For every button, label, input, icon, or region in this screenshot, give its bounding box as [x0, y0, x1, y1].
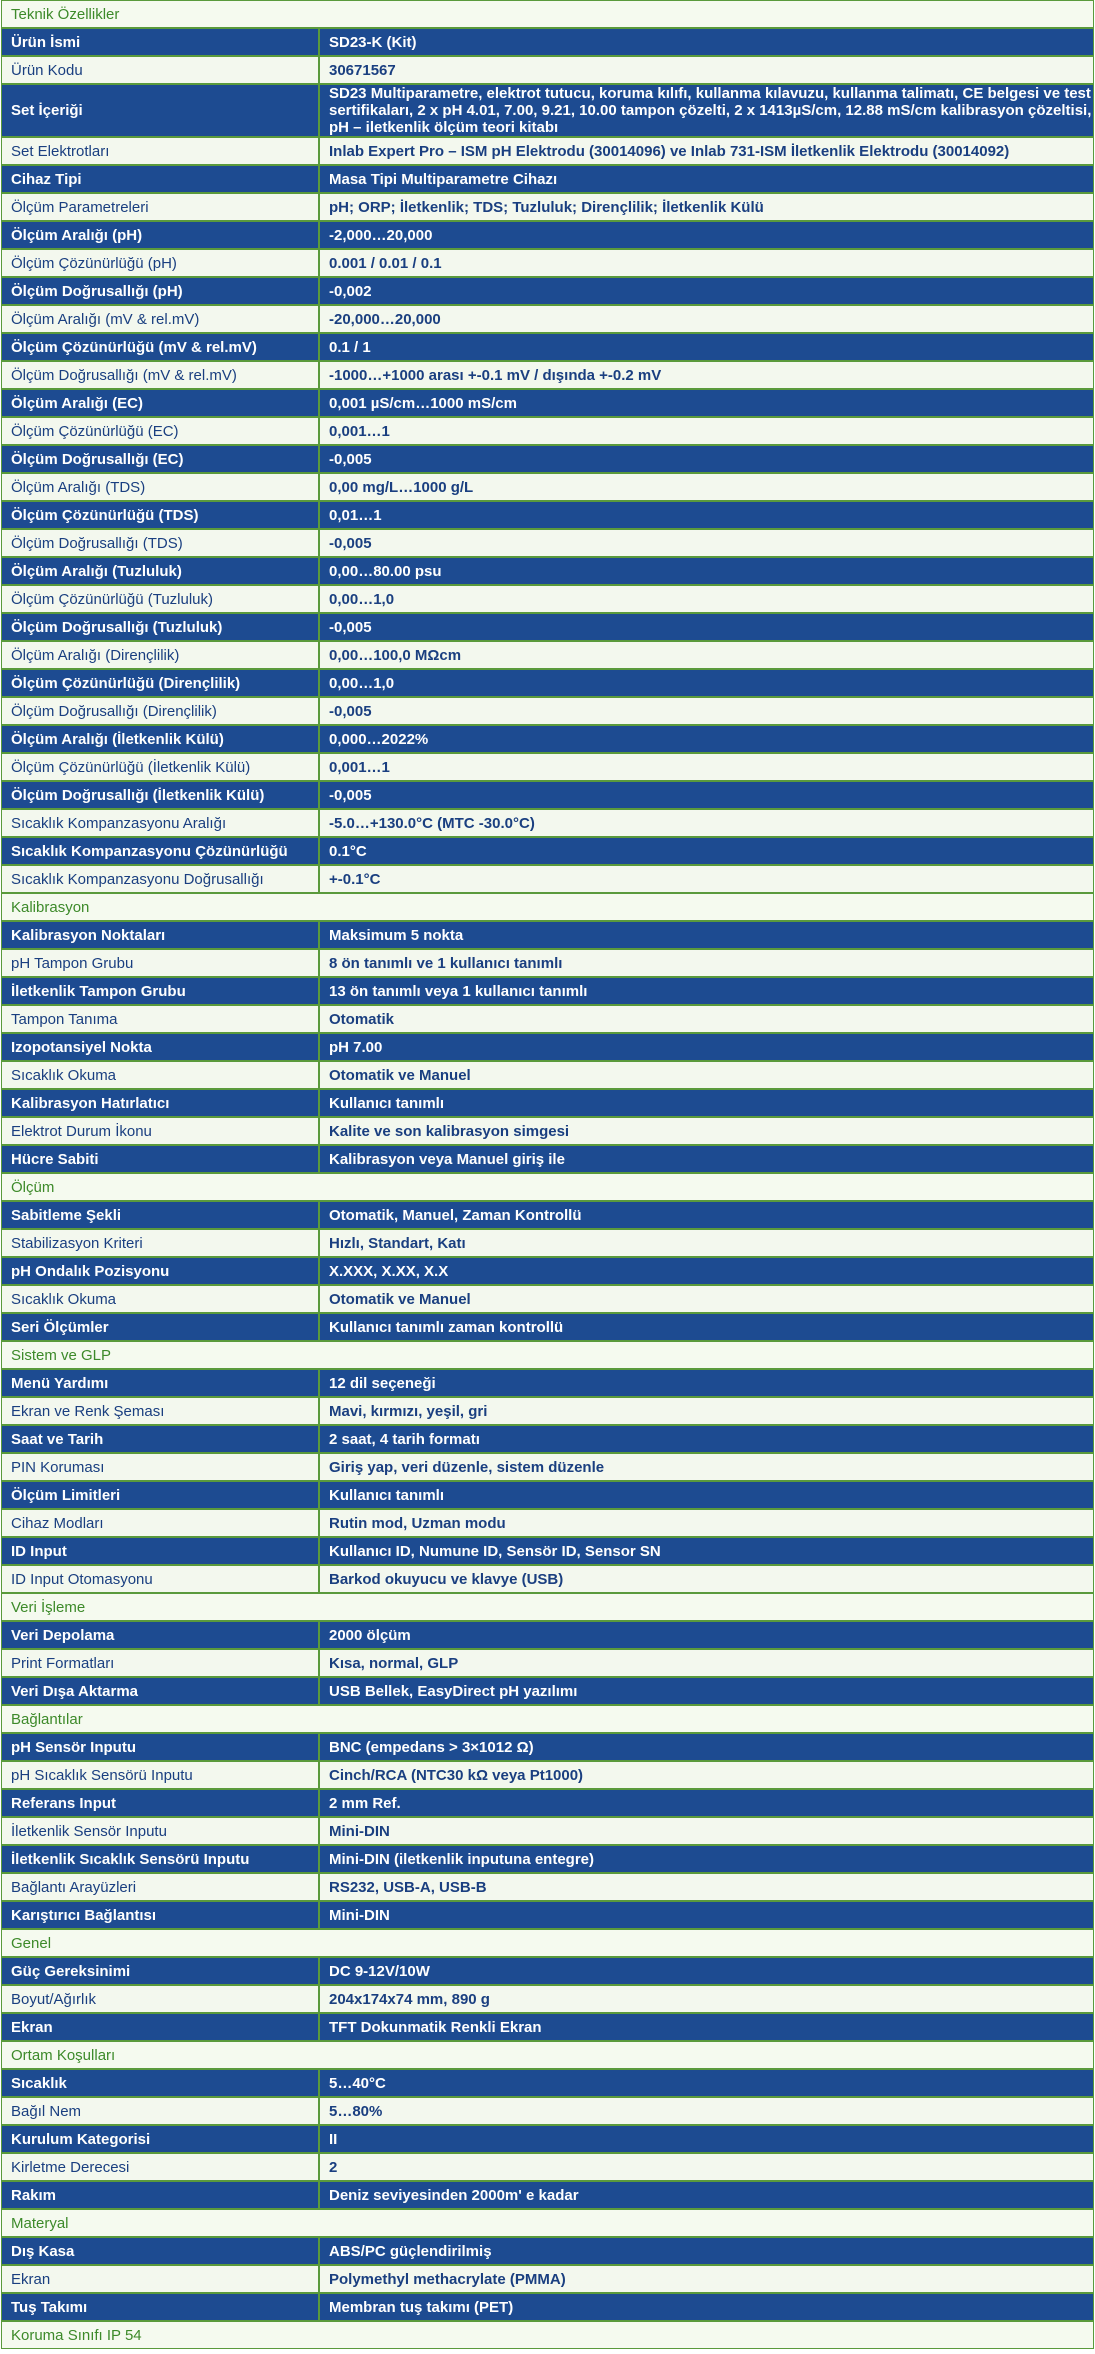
spec-value: Mini-DIN: [319, 1817, 1094, 1845]
table-row: [1, 1313, 1094, 1341]
section-title: Kalibrasyon: [1, 893, 1094, 921]
spec-value: SD23-K (Kit): [319, 28, 1094, 56]
spec-label: Tampon Tanıma: [1, 1005, 319, 1033]
spec-label: Ekran: [1, 2013, 319, 2041]
spec-value: Masa Tipi Multiparametre Cihazı: [319, 165, 1094, 193]
table-row: [1, 1005, 1094, 1033]
spec-label: Ölçüm Doğrusallığı (mV & rel.mV): [1, 361, 319, 389]
table-row: [1, 949, 1094, 977]
section-header: [1, 1705, 1094, 1733]
spec-value: Barkod okuyucu ve klavye (USB): [319, 1565, 1094, 1593]
spec-label: Set İçeriği: [1, 84, 319, 137]
spec-label: ID Input Otomasyonu: [1, 1565, 319, 1593]
table-row: [1, 84, 1094, 137]
table-row: [1, 1425, 1094, 1453]
spec-value: 0,00…100,0 MΩcm: [319, 641, 1094, 669]
spec-value: 5…80%: [319, 2097, 1094, 2125]
spec-value: Otomatik ve Manuel: [319, 1285, 1094, 1313]
table-row: [1, 2293, 1094, 2321]
table-row: [1, 1201, 1094, 1229]
table-row: [1, 865, 1094, 893]
spec-value: 0,00 mg/L…1000 g/L: [319, 473, 1094, 501]
table-row: [1, 1033, 1094, 1061]
spec-value: II: [319, 2125, 1094, 2153]
spec-label: Ekran ve Renk Şeması: [1, 1397, 319, 1425]
spec-value: 5…40°C: [319, 2069, 1094, 2097]
spec-value: 13 ön tanımlı veya 1 kullanıcı tanımlı: [319, 977, 1094, 1005]
table-row: [1, 1117, 1094, 1145]
table-row: [1, 1677, 1094, 1705]
spec-label: Cihaz Tipi: [1, 165, 319, 193]
spec-value: 30671567: [319, 56, 1094, 84]
spec-label: Veri Dışa Aktarma: [1, 1677, 319, 1705]
section-title: Bağlantılar: [1, 1705, 1094, 1733]
table-row: [1, 56, 1094, 84]
spec-value: Kısa, normal, GLP: [319, 1649, 1094, 1677]
spec-value: 2 saat, 4 tarih formatı: [319, 1425, 1094, 1453]
spec-value: -2,000…20,000: [319, 221, 1094, 249]
table-row: [1, 1565, 1094, 1593]
table-row: [1, 1817, 1094, 1845]
spec-label: Ölçüm Aralığı (EC): [1, 389, 319, 417]
table-row: [1, 1761, 1094, 1789]
spec-value: Mini-DIN: [319, 1901, 1094, 1929]
spec-label: Karıştırıcı Bağlantısı: [1, 1901, 319, 1929]
spec-value: Giriş yap, veri düzenle, sistem düzenle: [319, 1453, 1094, 1481]
spec-value: -0,005: [319, 697, 1094, 725]
table-row: [1, 1257, 1094, 1285]
spec-label: Izopotansiyel Nokta: [1, 1033, 319, 1061]
section-header: [1, 1341, 1094, 1369]
spec-label: Sıcaklık Okuma: [1, 1061, 319, 1089]
spec-value: Cinch/RCA (NTC30 kΩ veya Pt1000): [319, 1761, 1094, 1789]
table-row: [1, 333, 1094, 361]
spec-label: Saat ve Tarih: [1, 1425, 319, 1453]
spec-value: Membran tuş takımı (PET): [319, 2293, 1094, 2321]
spec-label: Ölçüm Doğrusallığı (pH): [1, 277, 319, 305]
spec-label: Referans Input: [1, 1789, 319, 1817]
spec-value: pH 7.00: [319, 1033, 1094, 1061]
table-row: [1, 1845, 1094, 1873]
spec-label: Veri Depolama: [1, 1621, 319, 1649]
spec-label: Ölçüm Doğrusallığı (TDS): [1, 529, 319, 557]
section-title: Ölçüm: [1, 1173, 1094, 1201]
spec-label: Boyut/Ağırlık: [1, 1985, 319, 2013]
spec-value: Kalite ve son kalibrasyon simgesi: [319, 1117, 1094, 1145]
table-row: [1, 529, 1094, 557]
section-header: [1, 2321, 1094, 2349]
table-row: [1, 2153, 1094, 2181]
spec-value: -0,005: [319, 613, 1094, 641]
spec-value: Deniz seviyesinden 2000m' e kadar: [319, 2181, 1094, 2209]
table-row: [1, 641, 1094, 669]
table-row: [1, 921, 1094, 949]
spec-label: Print Formatları: [1, 1649, 319, 1677]
table-row: [1, 1509, 1094, 1537]
section-header: [1, 2209, 1094, 2237]
table-row: [1, 165, 1094, 193]
table-row: [1, 697, 1094, 725]
spec-value: TFT Dokunmatik Renkli Ekran: [319, 2013, 1094, 2041]
spec-value: -0,005: [319, 529, 1094, 557]
spec-label: Kirletme Derecesi: [1, 2153, 319, 2181]
table-row: [1, 277, 1094, 305]
spec-label: Ürün İsmi: [1, 28, 319, 56]
spec-label: Ölçüm Doğrusallığı (Tuzluluk): [1, 613, 319, 641]
spec-label: pH Sıcaklık Sensörü Inputu: [1, 1761, 319, 1789]
spec-value: Otomatik ve Manuel: [319, 1061, 1094, 1089]
spec-label: Ölçüm Çözünürlüğü (EC): [1, 417, 319, 445]
spec-label: Ölçüm Doğrusallığı (EC): [1, 445, 319, 473]
table-row: [1, 361, 1094, 389]
spec-label: pH Tampon Grubu: [1, 949, 319, 977]
table-row: [1, 1369, 1094, 1397]
spec-value: DC 9-12V/10W: [319, 1957, 1094, 1985]
spec-label: Sıcaklık: [1, 2069, 319, 2097]
spec-label: Ölçüm Doğrusallığı (İletkenlik Külü): [1, 781, 319, 809]
spec-value: 0,00…80.00 psu: [319, 557, 1094, 585]
table-row: [1, 501, 1094, 529]
spec-label: Sıcaklık Kompanzasyonu Çözünürlüğü: [1, 837, 319, 865]
table-row: [1, 1285, 1094, 1313]
spec-label: Ürün Kodu: [1, 56, 319, 84]
spec-value: Polymethyl methacrylate (PMMA): [319, 2265, 1094, 2293]
spec-value: Kullanıcı tanımlı zaman kontrollü: [319, 1313, 1094, 1341]
spec-value: 0,00…1,0: [319, 669, 1094, 697]
table-row: [1, 417, 1094, 445]
section-header: [1, 0, 1094, 28]
spec-value: 12 dil seçeneği: [319, 1369, 1094, 1397]
spec-label: Ölçüm Çözünürlüğü (İletkenlik Külü): [1, 753, 319, 781]
table-row: [1, 1397, 1094, 1425]
spec-label: Ölçüm Çözünürlüğü (pH): [1, 249, 319, 277]
table-row: [1, 1733, 1094, 1761]
table-row: [1, 1649, 1094, 1677]
table-row: [1, 753, 1094, 781]
spec-value: -5.0…+130.0°C (MTC -30.0°C): [319, 809, 1094, 837]
spec-label: Ölçüm Aralığı (Tuzluluk): [1, 557, 319, 585]
table-row: [1, 1621, 1094, 1649]
table-row: [1, 781, 1094, 809]
table-row: [1, 669, 1094, 697]
spec-label: Ölçüm Aralığı (İletkenlik Külü): [1, 725, 319, 753]
table-row: [1, 2125, 1094, 2153]
table-row: [1, 2181, 1094, 2209]
spec-value: 0,001…1: [319, 753, 1094, 781]
table-row: [1, 1789, 1094, 1817]
table-row: [1, 1453, 1094, 1481]
table-row: [1, 1957, 1094, 1985]
section-header: [1, 1593, 1094, 1621]
table-row: [1, 28, 1094, 56]
table-row: [1, 389, 1094, 417]
table-row: [1, 2265, 1094, 2293]
spec-value: pH; ORP; İletkenlik; TDS; Tuzluluk; Dirençlilik; İletkenlik Külü: [319, 193, 1094, 221]
table-row: [1, 585, 1094, 613]
spec-table: [1, 0, 1094, 2349]
section-title: Teknik Özellikler: [1, 0, 1094, 28]
table-row: [1, 2237, 1094, 2265]
spec-label: Stabilizasyon Kriteri: [1, 1229, 319, 1257]
section-title: Sistem ve GLP: [1, 1341, 1094, 1369]
spec-value: -1000…+1000 arası +-0.1 mV / dışında +-0.2 mV: [319, 361, 1094, 389]
spec-value: SD23 Multiparametre, elektrot tutucu, koruma kılıfı, kullanma kılavuzu, kullanma talimatı, CE belgesi ve test sertifikaları, 2 x pH 4.01, 7.00, 9.21, 10.00 tampon çözelti, 2 x 1413µS/cm, 12.88 mS/cm kalibrasyon çözeltisi, pH – iletkenlik ölçüm teori kitabı: [319, 84, 1094, 137]
spec-value: 0,01…1: [319, 501, 1094, 529]
spec-value: -0,002: [319, 277, 1094, 305]
spec-value: 0.001 / 0.01 / 0.1: [319, 249, 1094, 277]
table-row: [1, 613, 1094, 641]
spec-value: Inlab Expert Pro – ISM pH Elektrodu (30014096) ve Inlab 731-ISM İletkenlik Elektrodu (30014092): [319, 137, 1094, 165]
spec-label: Ölçüm Aralığı (TDS): [1, 473, 319, 501]
spec-label: İletkenlik Tampon Grubu: [1, 977, 319, 1005]
spec-table-body: [1, 0, 1094, 2349]
spec-label: Kalibrasyon Hatırlatıcı: [1, 1089, 319, 1117]
spec-label: Ölçüm Doğrusallığı (Dirençlilik): [1, 697, 319, 725]
spec-label: İletkenlik Sıcaklık Sensörü Inputu: [1, 1845, 319, 1873]
spec-value: 2: [319, 2153, 1094, 2181]
spec-value: 0.1°C: [319, 837, 1094, 865]
section-header: [1, 1929, 1094, 1957]
spec-value: 0,000…2022%: [319, 725, 1094, 753]
spec-value: USB Bellek, EasyDirect pH yazılımı: [319, 1677, 1094, 1705]
spec-label: Hücre Sabiti: [1, 1145, 319, 1173]
spec-label: Tuş Takımı: [1, 2293, 319, 2321]
spec-value: 2 mm Ref.: [319, 1789, 1094, 1817]
table-row: [1, 1229, 1094, 1257]
table-row: [1, 473, 1094, 501]
table-row: [1, 1061, 1094, 1089]
spec-value: X.XXX, X.XX, X.X: [319, 1257, 1094, 1285]
spec-value: Otomatik, Manuel, Zaman Kontrollü: [319, 1201, 1094, 1229]
table-row: [1, 2097, 1094, 2125]
table-row: [1, 221, 1094, 249]
spec-label: İletkenlik Sensör Inputu: [1, 1817, 319, 1845]
spec-label: Ekran: [1, 2265, 319, 2293]
spec-label: Elektrot Durum İkonu: [1, 1117, 319, 1145]
spec-label: Sıcaklık Kompanzasyonu Aralığı: [1, 809, 319, 837]
table-row: [1, 137, 1094, 165]
section-header: [1, 2041, 1094, 2069]
spec-label: Ölçüm Aralığı (mV & rel.mV): [1, 305, 319, 333]
table-row: [1, 445, 1094, 473]
spec-value: Mavi, kırmızı, yeşil, gri: [319, 1397, 1094, 1425]
spec-value: Kullanıcı tanımlı: [319, 1481, 1094, 1509]
spec-value: Kullanıcı tanımlı: [319, 1089, 1094, 1117]
table-row: [1, 1481, 1094, 1509]
spec-value: Kullanıcı ID, Numune ID, Sensör ID, Sensor SN: [319, 1537, 1094, 1565]
spec-value: Maksimum 5 nokta: [319, 921, 1094, 949]
table-row: [1, 1873, 1094, 1901]
table-row: [1, 837, 1094, 865]
spec-label: Dış Kasa: [1, 2237, 319, 2265]
table-row: [1, 1089, 1094, 1117]
spec-label: Rakım: [1, 2181, 319, 2209]
spec-value: RS232, USB-A, USB-B: [319, 1873, 1094, 1901]
table-row: [1, 2069, 1094, 2097]
table-row: [1, 1537, 1094, 1565]
spec-label: pH Sensör Inputu: [1, 1733, 319, 1761]
spec-label: Seri Ölçümler: [1, 1313, 319, 1341]
spec-value: 0,00…1,0: [319, 585, 1094, 613]
spec-label: Kurulum Kategorisi: [1, 2125, 319, 2153]
spec-label: Ölçüm Çözünürlüğü (mV & rel.mV): [1, 333, 319, 361]
table-row: [1, 557, 1094, 585]
spec-value: 8 ön tanımlı ve 1 kullanıcı tanımlı: [319, 949, 1094, 977]
section-title: Veri İşleme: [1, 1593, 1094, 1621]
spec-label: Ölçüm Aralığı (Dirençlilik): [1, 641, 319, 669]
spec-value: -20,000…20,000: [319, 305, 1094, 333]
table-row: [1, 249, 1094, 277]
spec-label: Ölçüm Çözünürlüğü (Tuzluluk): [1, 585, 319, 613]
spec-value: Otomatik: [319, 1005, 1094, 1033]
spec-label: Güç Gereksinimi: [1, 1957, 319, 1985]
spec-label: Ölçüm Çözünürlüğü (TDS): [1, 501, 319, 529]
spec-value: 0,001…1: [319, 417, 1094, 445]
section-title: Genel: [1, 1929, 1094, 1957]
spec-label: Ölçüm Çözünürlüğü (Dirençlilik): [1, 669, 319, 697]
table-row: [1, 193, 1094, 221]
spec-value: Kalibrasyon veya Manuel giriş ile: [319, 1145, 1094, 1173]
section-title: Koruma Sınıfı IP 54: [1, 2321, 1094, 2349]
table-row: [1, 305, 1094, 333]
spec-value: ABS/PC güçlendirilmiş: [319, 2237, 1094, 2265]
spec-value: BNC (empedans > 3×1012 Ω): [319, 1733, 1094, 1761]
spec-label: Set Elektrotları: [1, 137, 319, 165]
spec-label: PIN Koruması: [1, 1453, 319, 1481]
spec-value: Mini-DIN (iletkenlik inputuna entegre): [319, 1845, 1094, 1873]
section-header: [1, 1173, 1094, 1201]
spec-label: Bağlantı Arayüzleri: [1, 1873, 319, 1901]
table-row: [1, 977, 1094, 1005]
spec-label: Kalibrasyon Noktaları: [1, 921, 319, 949]
spec-value: Rutin mod, Uzman modu: [319, 1509, 1094, 1537]
spec-label: Bağıl Nem: [1, 2097, 319, 2125]
spec-value: +-0.1°C: [319, 865, 1094, 893]
table-row: [1, 1145, 1094, 1173]
spec-value: 0.1 / 1: [319, 333, 1094, 361]
table-row: [1, 2013, 1094, 2041]
spec-label: ID Input: [1, 1537, 319, 1565]
spec-label: Cihaz Modları: [1, 1509, 319, 1537]
spec-value: 0,001 µS/cm…1000 mS/cm: [319, 389, 1094, 417]
spec-label: pH Ondalık Pozisyonu: [1, 1257, 319, 1285]
spec-label: Ölçüm Aralığı (pH): [1, 221, 319, 249]
table-row: [1, 809, 1094, 837]
spec-label: Sıcaklık Kompanzasyonu Doğrusallığı: [1, 865, 319, 893]
table-row: [1, 725, 1094, 753]
spec-label: Ölçüm Limitleri: [1, 1481, 319, 1509]
section-header: [1, 893, 1094, 921]
spec-label: Ölçüm Parametreleri: [1, 193, 319, 221]
spec-value: 2000 ölçüm: [319, 1621, 1094, 1649]
table-row: [1, 1901, 1094, 1929]
spec-label: Menü Yardımı: [1, 1369, 319, 1397]
spec-value: 204x174x74 mm, 890 g: [319, 1985, 1094, 2013]
spec-value: Hızlı, Standart, Katı: [319, 1229, 1094, 1257]
spec-label: Sabitleme Şekli: [1, 1201, 319, 1229]
table-row: [1, 1985, 1094, 2013]
spec-label: Sıcaklık Okuma: [1, 1285, 319, 1313]
section-title: Materyal: [1, 2209, 1094, 2237]
spec-value: -0,005: [319, 445, 1094, 473]
section-title: Ortam Koşulları: [1, 2041, 1094, 2069]
spec-value: -0,005: [319, 781, 1094, 809]
